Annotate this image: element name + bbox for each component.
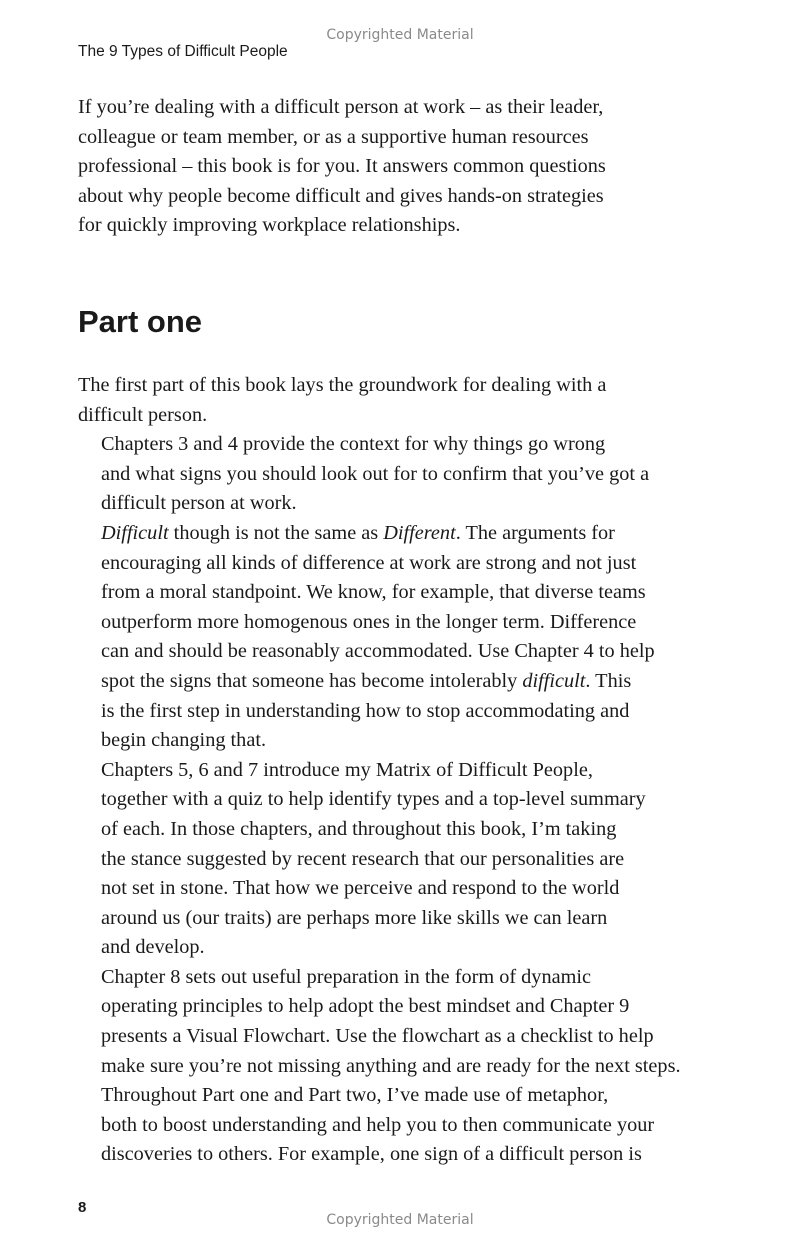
text-run: spot the signs that someone has become intolerably xyxy=(101,669,523,692)
text-line: professional – this book is for you. It answers common questions xyxy=(78,155,606,178)
text-line: about why people become difficult and gives hands-on strategies xyxy=(78,184,604,207)
text-line: Chapters 5, 6 and 7 introduce my Matrix of Difficult People, xyxy=(101,758,593,781)
text-line: make sure you’re not missing anything and are ready for the next steps. xyxy=(101,1054,681,1077)
text-run: . The arguments for xyxy=(455,521,615,544)
section-heading: Part one xyxy=(78,304,203,339)
copyright-watermark-bottom: Copyrighted Material xyxy=(326,1212,474,1228)
emphasis: difficult xyxy=(522,669,586,692)
text-line: begin changing that. xyxy=(101,729,267,752)
running-head: The 9 Types of Difficult People xyxy=(78,43,288,60)
text-line: not set in stone. That how we perceive and respond to the world xyxy=(101,877,620,900)
text-line: from a moral standpoint. We know, for example, that diverse teams xyxy=(101,581,646,604)
paragraph-metaphor xyxy=(78,1081,681,1170)
text-line: both to boost understanding and help you to then communicate your xyxy=(101,1113,655,1136)
text-line: encouraging all kinds of difference at work are strong and not just xyxy=(101,551,637,574)
text-line xyxy=(78,519,681,549)
text-run: though is not the same as xyxy=(168,521,384,544)
paragraph-chapters-8-9 xyxy=(78,963,681,1081)
text-line: presents a Visual Flowchart. Use the flowchart as a checklist to help xyxy=(101,1025,654,1048)
text-line: operating principles to help adopt the best mindset and Chapter 9 xyxy=(101,995,630,1018)
text-line: The first part of this book lays the groundwork for dealing with a xyxy=(78,374,607,396)
paragraph-difficult-vs-different xyxy=(78,519,681,756)
paragraph-groundwork xyxy=(78,371,681,430)
text-line xyxy=(78,667,681,697)
text-line: If you’re dealing with a difficult person at work – as their leader, xyxy=(78,96,604,118)
copyright-watermark-top: Copyrighted Material xyxy=(326,27,474,43)
text-line: Chapters 3 and 4 provide the context for why things go wrong xyxy=(101,433,606,456)
text-line: of each. In those chapters, and throughout this book, I’m taking xyxy=(101,817,617,840)
text-line: the stance suggested by recent research that our personalities are xyxy=(101,847,625,870)
text-line: is the first step in understanding how to stop accommodating and xyxy=(101,699,630,722)
text-line: colleague or team member, or as a supportive human resources xyxy=(78,125,589,148)
text-line: outperform more homogenous ones in the longer term. Difference xyxy=(101,610,637,633)
text-line: difficult person. xyxy=(78,403,208,426)
text-line: together with a quiz to help identify types and a top-level summary xyxy=(101,788,646,811)
text-line: Chapter 8 sets out useful preparation in the form of dynamic xyxy=(101,965,591,988)
text-run: . This xyxy=(585,669,632,692)
text-line: Throughout Part one and Part two, I’ve made use of metaphor, xyxy=(101,1084,609,1107)
part-one-body xyxy=(78,371,681,1170)
text-line: discoveries to others. For example, one sign of a difficult person is xyxy=(101,1143,642,1166)
paragraph-chapters-5-7 xyxy=(78,756,681,963)
paragraph-chapters-3-4 xyxy=(78,430,681,519)
text-line: can and should be reasonably accommodated. Use Chapter 4 to help xyxy=(101,640,655,663)
text-line: for quickly improving workplace relationships. xyxy=(78,214,461,237)
emphasis: Difficult xyxy=(101,521,169,544)
intro-paragraph xyxy=(78,93,606,241)
text-line: around us (our traits) are perhaps more like skills we can learn xyxy=(101,906,608,929)
text-line: difficult person at work. xyxy=(101,492,297,515)
emphasis: Different xyxy=(383,521,456,544)
text-line: and develop. xyxy=(101,936,205,959)
page-number: 8 xyxy=(78,1199,87,1216)
text-line: and what signs you should look out for to confirm that you’ve got a xyxy=(101,462,650,485)
